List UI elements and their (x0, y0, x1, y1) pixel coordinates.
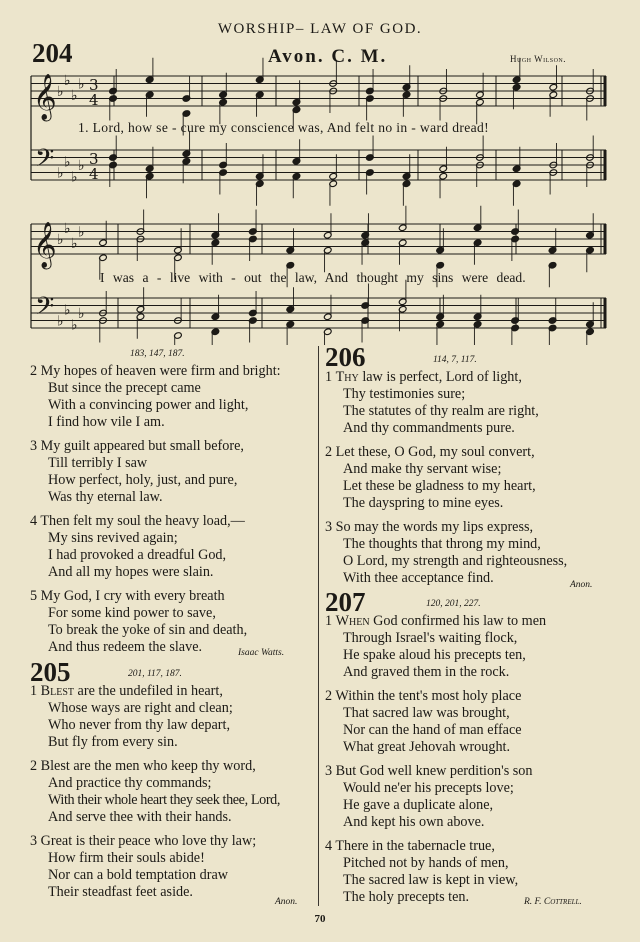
bass-clef: 𝄢 (35, 144, 55, 179)
verse-line: To break the yoke of sin and death, (48, 622, 248, 638)
verse-line: 2 Within the tent's most holy place (325, 688, 522, 704)
verse-line: Their steadfast feet aside. (48, 884, 193, 900)
time-signature: 4 (89, 165, 99, 183)
verse-line: 3 But God well knew perdition's son (325, 763, 533, 779)
hymn-204-refs: 183, 147, 187. (130, 349, 185, 359)
flat-sign: ♭ (57, 313, 64, 330)
line-rest: law is perfect, Lord of light, (358, 369, 522, 385)
verse-line: And thus redeem the slave. (48, 639, 203, 655)
treble-clef: 𝄞 (33, 222, 57, 268)
verse-number: 1 (30, 683, 41, 699)
verse-line: How firm their souls abide! (48, 850, 205, 866)
time-signature: 3 (89, 76, 99, 94)
line-rest: are the undefiled in heart, (74, 683, 223, 699)
first-word: When (335, 613, 370, 629)
flat-sign: ♭ (78, 306, 85, 322)
page-number: 70 (314, 913, 326, 925)
hymn-207-verses (325, 613, 615, 906)
verse-line: With a convincing power and light, (48, 397, 249, 413)
time-signature: 3 (89, 150, 99, 168)
column-divider (318, 346, 319, 906)
verse-line: Was thy eternal law. (48, 489, 163, 505)
verse-line: He gave a duplicate alone, (343, 797, 494, 813)
verse-4 (325, 838, 615, 906)
verse-line: The dayspring to mine eyes. (343, 495, 504, 511)
flat-sign: ♭ (71, 235, 78, 252)
verse-line: And thy commandments pure. (343, 420, 515, 436)
hymn-204-number: 204 (32, 38, 73, 68)
verse-line: I had provoked a dreadful God, (48, 547, 227, 563)
verse-line: Let these be gladness to my heart, (343, 478, 536, 494)
treble-clef: 𝄞 (33, 74, 57, 120)
verse-line: And graved them in the rock. (343, 664, 510, 680)
verse-line: 3 My guilt appeared but small before, (30, 438, 244, 454)
verse-line: With their whole heart they seek thee, Lord, (48, 792, 280, 808)
verse-1 (30, 683, 318, 751)
hymn-206-number: 206 (325, 342, 366, 372)
verse-line (30, 683, 318, 700)
hymn-204-verses (30, 363, 318, 656)
verse-line: 3 So may the words my lips express, (325, 519, 534, 535)
verse-number: 1 (325, 369, 336, 385)
verse-line: 3 Great is their peace who love thy law; (30, 833, 257, 849)
verse-3 (30, 833, 318, 901)
verse-1 (325, 613, 615, 681)
verse-line: And serve thee with their hands. (48, 809, 232, 825)
composer-credit: Hugh Wilson. (510, 54, 566, 64)
verse-line: Till terribly I saw (48, 455, 148, 471)
verse-line: Thy testimonies sure; (343, 386, 466, 402)
flat-sign: ♭ (78, 158, 85, 174)
flat-sign: ♭ (71, 317, 78, 334)
flat-sign: ♭ (64, 220, 71, 237)
verse-line: Who never from thy law depart, (48, 717, 231, 733)
verse-2 (30, 758, 318, 826)
verse-5 (30, 588, 318, 656)
time-signature: 4 (89, 91, 99, 109)
verse-3 (30, 438, 318, 506)
verse-line (325, 613, 615, 630)
verse-line: 5 My God, I cry with every breath (30, 588, 225, 604)
flat-sign: ♭ (57, 165, 64, 182)
flat-sign: ♭ (64, 72, 71, 89)
verse-2 (325, 444, 615, 512)
verse-line: The statutes of thy realm are right, (343, 403, 539, 419)
verse-line: The sacred law is kept in view, (343, 872, 519, 888)
verse-line (325, 369, 615, 386)
verse-line: How perfect, holy, just, and pure, (48, 472, 238, 488)
tune-title: Avon. C. M. (268, 46, 388, 67)
verse-2 (325, 688, 615, 756)
verse-line: And kept his own above. (343, 814, 485, 830)
line-rest: God confirmed his law to men (369, 613, 547, 629)
verse-line: 2 Blest are the men who keep thy word, (30, 758, 256, 774)
hymn-206-verses (325, 369, 615, 587)
verse-line: My sins revived again; (48, 530, 178, 546)
first-word: Thy (335, 369, 359, 385)
verse-line: Pitched not by hands of men, (343, 855, 509, 871)
verse-4 (30, 513, 318, 581)
lyrics-line-1: 1. Lord, how se - cure my conscience was, And felt no in - ward dread! (78, 120, 490, 135)
verse-line: And all my hopes were slain. (48, 564, 214, 580)
flat-sign: ♭ (57, 232, 64, 248)
verse-3 (325, 763, 615, 831)
hymn-206-refs: 114, 7, 117. (433, 355, 477, 365)
lyrics-line-2: I was a - live with - out the law, And thought my sins were dead. (100, 270, 526, 285)
hymn-205-number: 205 (30, 657, 71, 687)
verse-line: He spake aloud his precepts ten, (343, 647, 526, 663)
verse-line: But fly from every sin. (48, 734, 178, 750)
flat-sign: ♭ (71, 169, 78, 186)
verse-line: Would ne'er his precepts love; (343, 780, 514, 796)
flat-sign: ♭ (71, 87, 78, 104)
verse-line: With thee acceptance find. (343, 570, 494, 586)
hymn-207-author: R. F. Cottrell. (524, 897, 582, 907)
verse-2 (30, 363, 318, 431)
verse-line: O Lord, my strength and righteousness, (343, 553, 568, 569)
hymn-207-refs: 120, 201, 227. (426, 599, 481, 609)
running-head: WORSHIP– LAW OF GOD. (217, 21, 423, 37)
verse-line: 2 Let these, O God, my soul convert, (325, 444, 535, 460)
verse-line: Nor can the hand of man efface (343, 722, 522, 738)
verse-line: That sacred law was brought, (343, 705, 510, 721)
hymn-204-author: Isaac Watts. (238, 648, 285, 658)
flat-sign: ♭ (64, 154, 71, 171)
flat-sign: ♭ (64, 302, 71, 319)
verse-line: I find how vile I am. (48, 414, 165, 430)
verse-line: The thoughts that throng my mind, (343, 536, 541, 552)
hymn-205-author: Anon. (275, 897, 298, 907)
verse-line: And make thy servant wise; (343, 461, 502, 477)
verse-number: 1 (325, 613, 336, 629)
verse-line: The holy precepts ten. (343, 889, 470, 905)
first-word: Blest (40, 683, 74, 699)
verse-line: 2 My hopes of heaven were firm and bright: (30, 363, 281, 379)
hymn-205-verses (30, 683, 318, 901)
verse-line: And practice thy commands; (48, 775, 212, 791)
verse-line: Nor can a bold temptation draw (48, 867, 229, 883)
verse-line: Through Israel's waiting flock, (343, 630, 518, 646)
hymn-206-author: Anon. (570, 580, 593, 590)
hymn-207-number: 207 (325, 587, 366, 617)
flat-sign: ♭ (78, 224, 85, 241)
bass-clef: 𝄢 (35, 292, 55, 327)
verse-line: 4 There in the tabernacle true, (325, 838, 495, 854)
verse-line: Whose ways are right and clean; (48, 700, 233, 716)
flat-sign: ♭ (78, 76, 85, 93)
verse-1 (325, 369, 615, 437)
verse-line: For some kind power to save, (48, 605, 216, 621)
music-notation (0, 0, 640, 345)
hymn-205-refs: 201, 117, 187. (128, 669, 182, 679)
verse-line: What great Jehovah wrought. (343, 739, 511, 755)
verse-line: But since the precept came (48, 380, 201, 396)
flat-sign: ♭ (57, 84, 64, 100)
verse-3 (325, 519, 615, 587)
verse-line: 4 Then felt my soul the heavy load,— (30, 513, 245, 529)
